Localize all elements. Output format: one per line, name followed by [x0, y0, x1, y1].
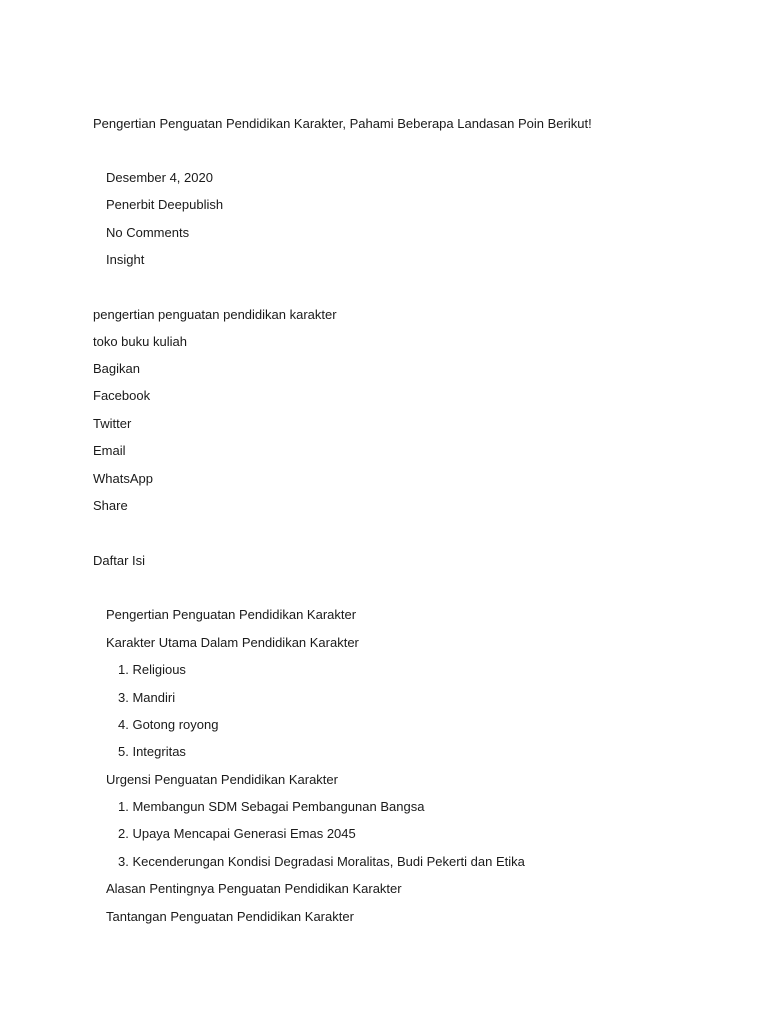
- toc-subitem[interactable]: 3. Kecenderungan Kondisi Degradasi Moralitas, Budi Pekerti dan Etika: [118, 854, 525, 869]
- toc-item[interactable]: Karakter Utama Dalam Pendidikan Karakter: [106, 635, 359, 650]
- toc-subitem[interactable]: 1. Religious: [118, 662, 186, 677]
- toc-subitem[interactable]: 3. Mandiri: [118, 690, 176, 705]
- toc-item[interactable]: Alasan Pentingnya Penguatan Pendidikan Karakter: [106, 881, 402, 896]
- toc-subitem[interactable]: 5. Integritas: [118, 744, 186, 759]
- toc-subitem[interactable]: 4. Gotong royong: [118, 717, 219, 732]
- share-more-link[interactable]: Share: [93, 498, 128, 513]
- post-category-link[interactable]: Insight: [106, 252, 145, 267]
- share-label: Bagikan: [93, 361, 140, 376]
- toc-subitem[interactable]: 1. Membangun SDM Sebagai Pembangunan Bangsa: [118, 799, 425, 814]
- share-email-link[interactable]: Email: [93, 443, 126, 458]
- toc-item[interactable]: Tantangan Penguatan Pendidikan Karakter: [106, 909, 354, 924]
- article-title: Pengertian Penguatan Pendidikan Karakter, Pahami Beberapa Landasan Poin Berikut!: [93, 116, 592, 131]
- share-twitter-link[interactable]: Twitter: [93, 416, 132, 431]
- tag-link-toko-buku[interactable]: toko buku kuliah: [93, 334, 187, 349]
- post-author-link[interactable]: Penerbit Deepublish: [106, 197, 224, 212]
- share-whatsapp-link[interactable]: WhatsApp: [93, 471, 153, 486]
- share-facebook-link[interactable]: Facebook: [93, 388, 151, 403]
- toc-item[interactable]: Pengertian Penguatan Pendidikan Karakter: [106, 607, 357, 622]
- toc-subitem[interactable]: 2. Upaya Mencapai Generasi Emas 2045: [118, 826, 356, 841]
- post-comments-link[interactable]: No Comments: [106, 225, 190, 240]
- toc-item[interactable]: Urgensi Penguatan Pendidikan Karakter: [106, 772, 338, 787]
- toc-heading: Daftar Isi: [93, 553, 146, 568]
- post-date: Desember 4, 2020: [106, 170, 213, 185]
- tag-link-pengertian[interactable]: pengertian penguatan pendidikan karakter: [93, 307, 337, 322]
